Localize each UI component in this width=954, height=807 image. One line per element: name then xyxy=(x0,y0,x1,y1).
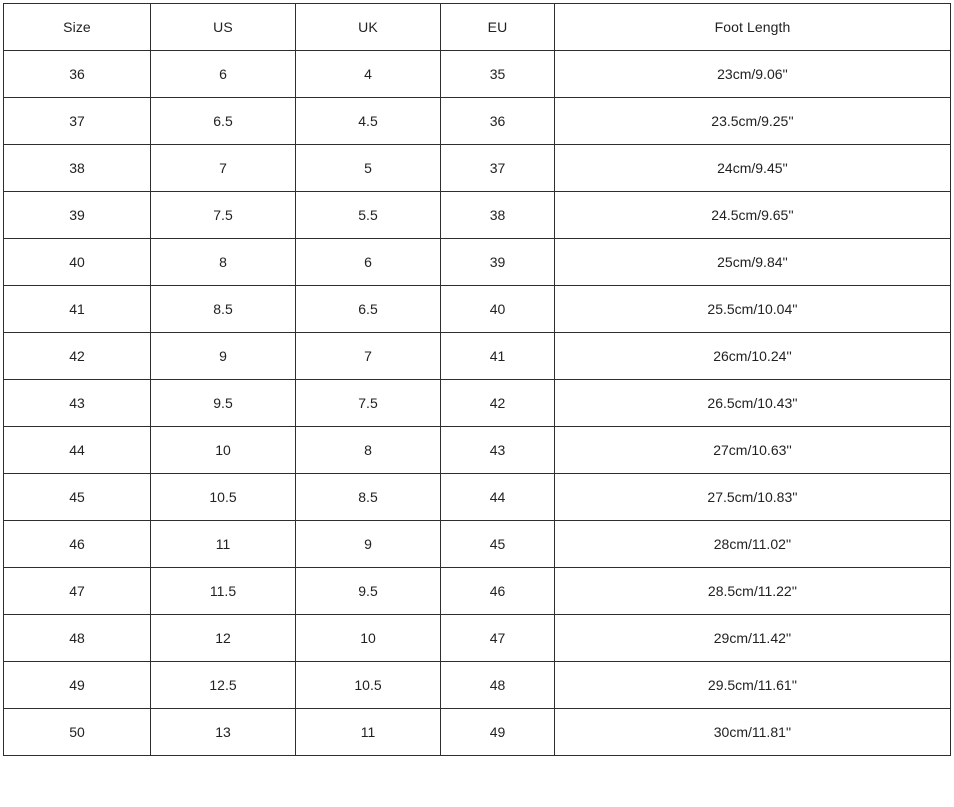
cell-eu: 47 xyxy=(441,615,555,662)
table-row xyxy=(4,474,951,521)
table-row xyxy=(4,380,951,427)
cell-us: 12.5 xyxy=(151,662,296,709)
cell-foot-length: 27cm/10.63'' xyxy=(555,427,951,474)
cell-uk: 10 xyxy=(296,615,441,662)
table-body xyxy=(4,51,951,756)
header-eu: EU xyxy=(441,4,555,51)
cell-eu: 38 xyxy=(441,192,555,239)
cell-eu: 44 xyxy=(441,474,555,521)
cell-foot-length: 24cm/9.45'' xyxy=(555,145,951,192)
table-row xyxy=(4,286,951,333)
cell-us: 10 xyxy=(151,427,296,474)
cell-size: 37 xyxy=(4,98,151,145)
cell-uk: 9.5 xyxy=(296,568,441,615)
cell-us: 6.5 xyxy=(151,98,296,145)
table-row xyxy=(4,145,951,192)
table-row xyxy=(4,568,951,615)
cell-eu: 41 xyxy=(441,333,555,380)
table-row xyxy=(4,333,951,380)
cell-foot-length: 25cm/9.84'' xyxy=(555,239,951,286)
cell-foot-length: 29.5cm/11.61'' xyxy=(555,662,951,709)
cell-size: 41 xyxy=(4,286,151,333)
cell-uk: 7.5 xyxy=(296,380,441,427)
cell-us: 10.5 xyxy=(151,474,296,521)
table-row xyxy=(4,192,951,239)
cell-us: 9.5 xyxy=(151,380,296,427)
cell-us: 11 xyxy=(151,521,296,568)
cell-foot-length: 30cm/11.81'' xyxy=(555,709,951,756)
header-us: US xyxy=(151,4,296,51)
cell-us: 12 xyxy=(151,615,296,662)
table-row xyxy=(4,427,951,474)
cell-size: 48 xyxy=(4,615,151,662)
cell-eu: 43 xyxy=(441,427,555,474)
cell-size: 47 xyxy=(4,568,151,615)
cell-uk: 5.5 xyxy=(296,192,441,239)
cell-uk: 7 xyxy=(296,333,441,380)
cell-size: 40 xyxy=(4,239,151,286)
cell-uk: 8.5 xyxy=(296,474,441,521)
cell-foot-length: 25.5cm/10.04'' xyxy=(555,286,951,333)
table-row xyxy=(4,239,951,286)
cell-uk: 5 xyxy=(296,145,441,192)
cell-size: 44 xyxy=(4,427,151,474)
cell-eu: 39 xyxy=(441,239,555,286)
cell-uk: 8 xyxy=(296,427,441,474)
cell-uk: 11 xyxy=(296,709,441,756)
header-uk: UK xyxy=(296,4,441,51)
cell-size: 50 xyxy=(4,709,151,756)
cell-eu: 40 xyxy=(441,286,555,333)
header-row xyxy=(4,4,951,51)
cell-foot-length: 27.5cm/10.83'' xyxy=(555,474,951,521)
table-row xyxy=(4,51,951,98)
table-row xyxy=(4,662,951,709)
cell-foot-length: 24.5cm/9.65'' xyxy=(555,192,951,239)
cell-eu: 48 xyxy=(441,662,555,709)
cell-foot-length: 26.5cm/10.43'' xyxy=(555,380,951,427)
cell-uk: 4 xyxy=(296,51,441,98)
cell-uk: 9 xyxy=(296,521,441,568)
table-row xyxy=(4,521,951,568)
cell-size: 38 xyxy=(4,145,151,192)
header-size: Size xyxy=(4,4,151,51)
cell-size: 42 xyxy=(4,333,151,380)
cell-foot-length: 26cm/10.24'' xyxy=(555,333,951,380)
cell-us: 7.5 xyxy=(151,192,296,239)
cell-foot-length: 23.5cm/9.25'' xyxy=(555,98,951,145)
cell-size: 45 xyxy=(4,474,151,521)
table-row xyxy=(4,709,951,756)
cell-us: 7 xyxy=(151,145,296,192)
cell-eu: 46 xyxy=(441,568,555,615)
cell-size: 39 xyxy=(4,192,151,239)
cell-us: 8.5 xyxy=(151,286,296,333)
cell-uk: 10.5 xyxy=(296,662,441,709)
cell-us: 13 xyxy=(151,709,296,756)
header-foot-length: Foot Length xyxy=(555,4,951,51)
table-header xyxy=(4,4,951,51)
size-chart-table xyxy=(3,3,951,756)
cell-eu: 36 xyxy=(441,98,555,145)
cell-uk: 6 xyxy=(296,239,441,286)
cell-eu: 45 xyxy=(441,521,555,568)
cell-us: 8 xyxy=(151,239,296,286)
cell-us: 6 xyxy=(151,51,296,98)
cell-size: 36 xyxy=(4,51,151,98)
table-row xyxy=(4,615,951,662)
cell-eu: 35 xyxy=(441,51,555,98)
table-row xyxy=(4,98,951,145)
cell-size: 43 xyxy=(4,380,151,427)
cell-size: 46 xyxy=(4,521,151,568)
cell-eu: 49 xyxy=(441,709,555,756)
cell-foot-length: 28.5cm/11.22'' xyxy=(555,568,951,615)
cell-foot-length: 28cm/11.02'' xyxy=(555,521,951,568)
cell-foot-length: 23cm/9.06'' xyxy=(555,51,951,98)
cell-us: 11.5 xyxy=(151,568,296,615)
cell-foot-length: 29cm/11.42'' xyxy=(555,615,951,662)
cell-eu: 37 xyxy=(441,145,555,192)
cell-eu: 42 xyxy=(441,380,555,427)
cell-size: 49 xyxy=(4,662,151,709)
cell-uk: 4.5 xyxy=(296,98,441,145)
cell-us: 9 xyxy=(151,333,296,380)
cell-uk: 6.5 xyxy=(296,286,441,333)
